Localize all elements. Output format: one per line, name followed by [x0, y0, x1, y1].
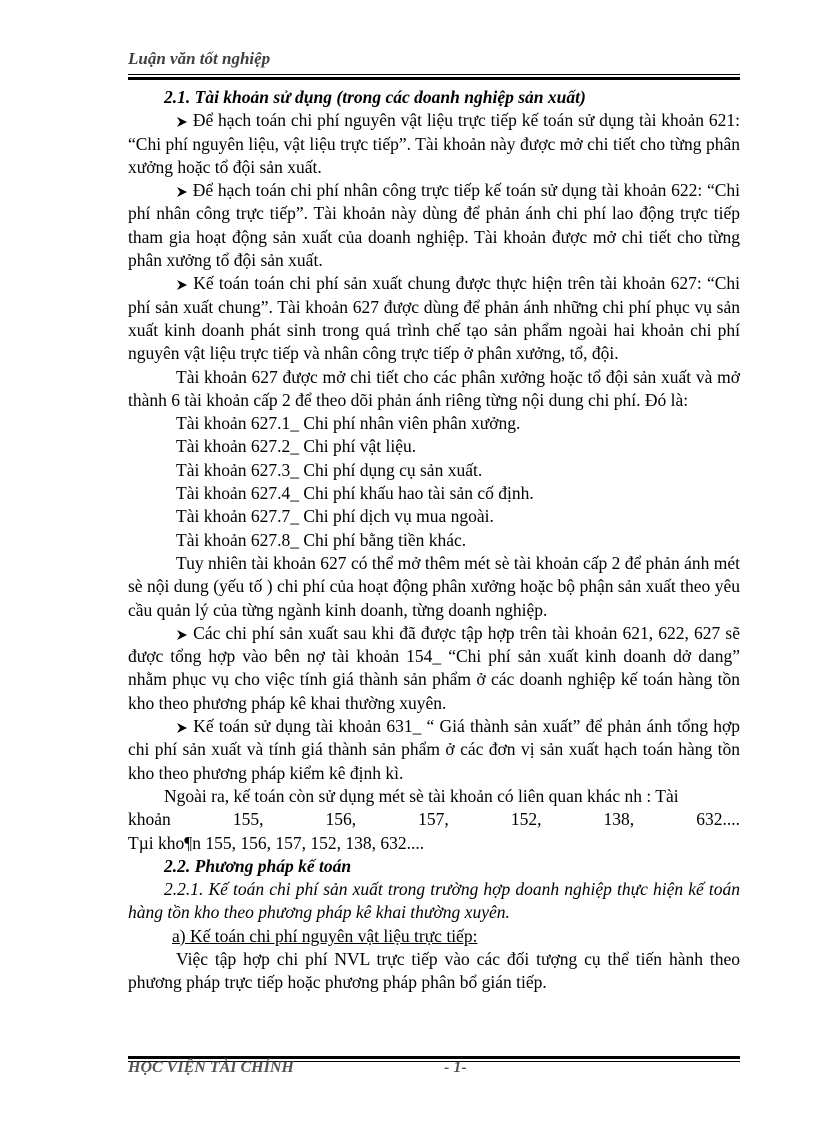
footer-institution: HỌC VIỆN TÀI CHÍNH: [128, 1059, 294, 1076]
header-rule-thick: [128, 77, 740, 80]
part-a-paragraph: Việc tập hợp chi phí NVL trực tiếp vào các đối tượng cụ thể tiến hành theo phương pháp trực tiếp hoặc phương pháp phân bổ gián tiếp.: [128, 948, 740, 993]
other-word: 156,: [325, 809, 357, 830]
paragraph-other-line-1: Ngoài ra, kế toán còn sử dụng mét sè tài khoản có liên quan khác nh : Tài: [164, 785, 679, 806]
subsection-heading-2-2-1: 2.2.1. Kế toán chi phí sản xuất trong trường hợp doanh nghiệp thực hiện kế toán hàng tồn kho theo phương pháp kê khai thường xuyên.: [128, 879, 740, 923]
page-header-title: Luận văn tốt nghiệp: [128, 49, 271, 68]
bullet-paragraph-627: [128, 272, 740, 365]
paragraph-other-line-3: Tµi kho¶n 155, 156, 157, 152, 138, 632....: [128, 832, 425, 853]
arrow-bullet-icon: [176, 629, 188, 641]
bullet-text-622: Để hạch toán chi phí nhân công trực tiếp kế toán sử dụng tài khoản 622: “Chi phí nhân công trực tiếp”. Tài khoản này dùng để phản ánh chi phí lao động trực tiếp tham gia hoạt động sản xuất của doanh nghiệp. Tài khoản được mở chi tiết cho từng phân xưởng tổ đội sản xuất.: [128, 180, 740, 271]
other-word: 138,: [603, 809, 635, 830]
header-rule-thin: [128, 74, 740, 75]
footer-page-number: - 1-: [444, 1059, 467, 1076]
bullet-paragraph-631: [128, 715, 740, 785]
arrow-bullet-icon: [176, 279, 188, 291]
arrow-bullet-icon: [176, 186, 188, 198]
paragraph-however: Tuy nhiên tài khoản 627 có thể mở thêm mét sè tài khoản cấp 2 để phản ánh mét sè nội dung (yếu tố ) chi phí của hoạt động phân xưởng hoặc bộ phận sản xuất theo yêu cầu quản lý của từng ngành kinh doanh, từng doanh nghiệp.: [128, 552, 740, 620]
document-body: [128, 86, 740, 995]
account-line: Tài khoản 627.2_ Chi phí vật liệu.: [176, 436, 417, 457]
account-line: Tài khoản 627.4_ Chi phí khấu hao tài sản cố định.: [176, 483, 534, 504]
other-word: khoản: [128, 809, 171, 830]
bullet-paragraph-621: [128, 109, 740, 179]
bullet-text-631: Kế toán sử dụng tài khoản 631_ “ Giá thành sản xuất” để phản ánh tổng hợp chi phí sản xuất và tính giá thành sản phẩm ở các đơn vị sản xuất hạch toán hàng tồn kho theo phương pháp kiểm kê định kì.: [128, 716, 740, 783]
arrow-bullet-icon: [176, 722, 188, 734]
other-word: 157,: [418, 809, 449, 830]
account-line: Tài khoản 627.1_ Chi phí nhân viên phân xưởng.: [176, 413, 521, 434]
other-word: 155,: [232, 809, 264, 830]
bullet-text-621: Để hạch toán chi phí nguyên vật liệu trực tiếp kế toán sử dụng tài khoản 621: “Chi phí nguyên liệu, vật liệu trực tiếp”. Tài khoản này được mở chi tiết cho từng phân xưởng hoặc tổ đội sản xuất.: [128, 110, 740, 177]
bullet-text-154: Các chi phí sản xuất sau khi đã được tập hợp trên tài khoản 621, 622, 627 sẽ được tổng hợp vào bên nợ tài khoản 154_ “Chi phí sản xuất kinh doanh dở dang” nhằm phục vụ cho việc tính giá thành sản phẩm ở các doanh nghiệp kế toán hàng tồn kho theo phương pháp kê khai thường xuyên.: [128, 622, 741, 713]
part-a-heading: [128, 925, 740, 948]
section-heading-2-2: 2.2. Phương pháp kế toán: [164, 855, 352, 876]
account-line: Tài khoản 627.8_ Chi phí bằng tiền khác.: [176, 529, 467, 550]
page-footer: [128, 1059, 740, 1077]
paragraph-627-detail: Tài khoản 627 được mở chi tiết cho các phân xưởng hoặc tổ đội sản xuất và mở thành 6 tài khoản cấp 2 để theo dõi phản ánh riêng từng nội dung chi phí. Đó là:: [128, 366, 740, 410]
other-word: 632....: [696, 809, 740, 830]
account-line: Tài khoản 627.3_ Chi phí dụng cụ sản xuất.: [176, 459, 483, 480]
account-line: Tài khoản 627.7_ Chi phí dịch vụ mua ngoài.: [176, 506, 494, 527]
section-heading-2-1: 2.1. Tài khoản sử dụng (trong các doanh nghiệp sản xuất): [164, 87, 586, 107]
other-word: 152,: [510, 809, 542, 830]
arrow-bullet-icon: [176, 116, 188, 128]
bullet-paragraph-622: [128, 179, 740, 272]
paragraph-other-line-2: [128, 808, 740, 831]
bullet-paragraph-154: [128, 622, 740, 715]
bullet-text-627: Kế toán toán chi phí sản xuất chung được thực hiện trên tài khoản 627: “Chi phí sản xuất chung”. Tài khoản 627 được dùng để phản ánh những chi phí phục vụ sản xuất kinh doanh phát sinh trong quá trình chế tạo sản phẩm ngoài hai khoản chi phí nguyên vật liệu trực tiếp và nhân công trực tiếp ở phân xưởng, tổ, đội.: [128, 273, 740, 364]
part-a-heading-text: a) Kế toán chi phí nguyên vật liệu trực tiếp:: [172, 925, 478, 946]
